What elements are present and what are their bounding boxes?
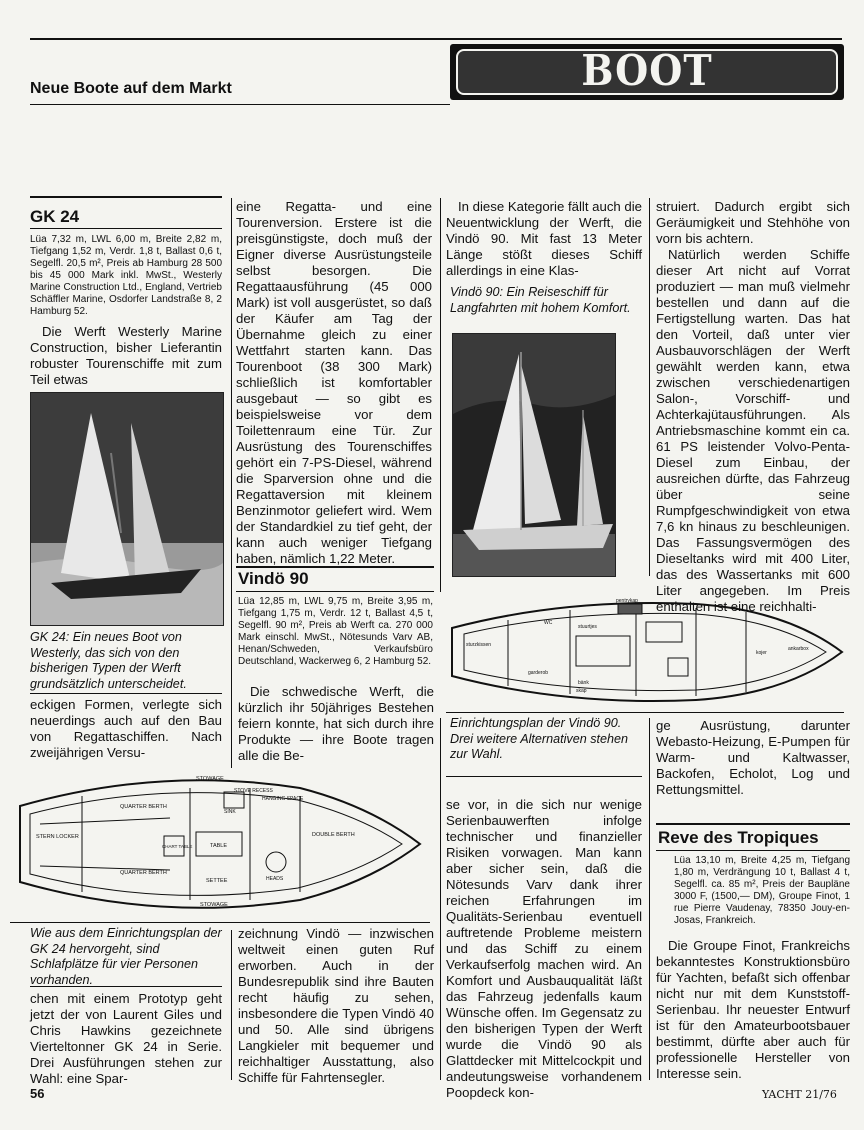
vindo-photo-caption: Vindö 90: Ein Reiseschiff für Langfahrten mit hohem Komfort.: [450, 285, 631, 315]
top-rule: [30, 38, 842, 40]
vindo-title: Vindö 90: [238, 569, 309, 588]
col-rule: [649, 718, 650, 1080]
gk24-layout-plan: [10, 766, 430, 922]
plan-label: stuurtjes: [578, 624, 597, 630]
gk24-paragraph: chen mit einem Prototyp geht jetzt der von Laurent Giles und Chris Hawkins gezeichnete Vierteltonner GK 24 in Serie. Drei Ausführungen stehen zur Wahl: eine Spar-: [30, 991, 222, 1086]
caption-rule: [30, 693, 222, 694]
plan-rule: [446, 712, 844, 713]
gk24-photo: [30, 392, 224, 626]
plan-label: QUARTER BERTH: [120, 804, 167, 810]
plan-label: DOUBLE BERTH: [312, 832, 355, 838]
page-number: 56: [30, 1086, 45, 1101]
plan-label: STOWAGE: [200, 902, 228, 908]
plan-label: skap: [576, 688, 587, 694]
vindo-paragraph: zeichnung Vindö — inzwischen weltweit einen guten Ruf erworben. Auch in der Bundesrepublik sind ihre Bauten recht häufig zu sehen, insbesondere die Typen Vindö 40 und 50. Alle sind übrigens Langkieler mit bequemer und reichhaltiger Ausstattung, also Schiffe für Fahrtensegler.: [238, 926, 434, 1085]
plan-label: kojer: [756, 650, 767, 656]
section-kicker: Neue Boote auf dem Markt: [30, 80, 232, 97]
vindo-paragraph: struiert. Dadurch ergibt sich Geräumigkeit und Stehhöhe von vorn bis achtern.: [656, 199, 850, 246]
plan-label: sturzkissen: [466, 642, 492, 648]
heading-rule: [656, 850, 850, 851]
magazine-issue: YACHT 21/76: [762, 1088, 837, 1101]
col-rule: [649, 198, 650, 576]
plan-label: STERN LOCKER: [36, 834, 79, 840]
col-rule: [440, 198, 441, 592]
col-rule: [231, 198, 232, 768]
col-rule: [231, 930, 232, 1080]
gk24-photo-caption: GK 24: Ein neues Boot von Westerly, das sich von den bisherigen Typen der Werft grundsätzlich unterscheidet.: [30, 630, 187, 691]
plan-label: HANGING SPACE: [262, 796, 304, 802]
gk24-paragraph: eine Regatta- und eine Tourenversion. Erstere ist die preisgünstigste, doch muß der Eigner diverse Ausrüstungsteile selbst besorgen. Die Regattaausführung (45 000 Mark) ist voll ausgerüstet, so daß der Käufer am Tag der Übernahme gleich zu einer Wettfahrt starten kann. Das Tourenboot (38 300 Mark) schließlich ist komfortabler ausgebaut — so gibt es beispielsweise vor dem Toilettenraum eine Tür. Zur Ausrüstung des Tourenschiffes gehört ein 7-PS-Diesel, während die Sparversion ohne und die Regattaversion mit kleinem Benzinmotor geliefert wird. Wem der Standardkiel zu tief geht, der kann auch weniger Tiefgang haben, nämlich 1,22 Meter.: [236, 199, 432, 566]
vindo-photo: [452, 333, 616, 577]
gk24-spec: Lüa 7,32 m, LWL 6,00 m, Breite 2,82 m, Tiefgang 1,52 m, Verdr. 1,8 t, Ballast 0,6 t, Segelfl. 20,5 m², Preis ab Hamburg 28 500 bis 45 000 Mark inkl. MwSt., Westerly Marine Construction Ltd., England, Vertrieb Schäffler Marine, Osdorfer Landstraße 8, 2 Hamburg 52.: [30, 234, 222, 317]
plan-label: QUARTER BERTH: [120, 870, 167, 876]
gk24-title: GK 24: [30, 207, 80, 226]
heading-rule: [656, 823, 850, 825]
caption-rule: [446, 776, 642, 777]
plan-label: SINK: [224, 809, 236, 815]
vindo-spec: Lüa 12,85 m, LWL 9,75 m, Breite 3,95 m, Tiefgang 1,75 m, Verdr. 12 t, Ballast 4,5 t, Segelfl. 90 m², Preis ab Werft ca. 270 000 Mark einschl. MwSt., Nötesunds Varv AB, Henan/Schweden, Verkaufsbüro Deutschland, Wackerweg 6, 2 Hamburg 52.: [238, 596, 433, 667]
caption-rule: [30, 986, 222, 987]
plan-rule: [10, 922, 430, 923]
plan-label: garderob: [528, 670, 549, 676]
reve-paragraph: Die Groupe Finot, Frankreichs bekanntestes Konstruktionsbüro für Yachten, befaßt sich offenbar nicht nur mit dem Kunststoff-Serienbau. Ihr neuester Entwurf ist für den Amateurbootsbauer bestimmt, dürfte aber auch für professionelle Hersteller von Interesse sein.: [656, 938, 850, 1081]
plan-label: TABLE: [210, 843, 228, 849]
plan-label: STOVE RECESS: [234, 788, 273, 794]
vindo-paragraph: se vor, in die sich nur wenige Serienbauwerften infolge technischer und finanzieller Risiken vorwagen. Man kann aber sicher sein, daß die Nötesunds Varv dank ihrer reichen Erfahrungen im Qualitäts-Serienbau eventuell auftretende Probleme meistern und das Schiff zu einem Verkaufserfolg machen wird. An Komfort und Ausbauqualität läßt das Fahrzeug jedenfalls kaum Wünsche offen. Im Gegensatz zu den bisherigen Typen der Werft wurde die Vindö 90 als Glattdecker mit Mittelcockpit und andeutungsweise vorhandenem Poopdeck kon-: [446, 797, 642, 1100]
vindo-plan-caption: Einrichtungsplan der Vindö 90. Drei weitere Alternativen stehen zur Wahl.: [450, 716, 629, 761]
logo-text: BOOT GESICHTET: [513, 45, 781, 145]
plan-label: HEADS: [266, 876, 284, 882]
reve-spec: Lüa 13,10 m, Breite 4,25 m, Tiefgang 1,80 m, Verdrängung 10 t, Ballast 4 t, Segelfl. ca. 85 m², Preis der Baupläne 3000 F, (1500,— DM), Groupe Finot, 1 rue Pierre Vaudenay, 78350 Jouy-en-Josas, Frankreich.: [674, 855, 850, 926]
logo-banner: [450, 44, 844, 145]
heading-rule: [236, 591, 434, 592]
vindo-paragraph: Natürlich werden Schiffe dieser Art nicht auf Vorrat produziert — man muß vielmehr bestellen und dann auf die Fertigstellung warten. Das hat den Vorteil, daß unter vier Ausbauvorschlägen der Werft gewählt werden kann, etwa zwischen verschiedenartigen Salon-, Vorschiff- und Achterkajütausführungen. Als Antriebsmaschine kommt ein ca. 61 PS leistender Volvo-Penta-Diesel zum Einbau, der ausreichen dürfte, das Fahrzeug über seine Rumpfgeschwindigkeit von etwa 7,6 kn hinaus zu beschleunigen. Das Fassungsvermögen des Dieseltanks wird mit 400 Liter, das des Wassertanks mit 600 Liter angegeben. Im Preis enthalten ist eine reichhalti-: [656, 247, 850, 614]
plan-label: pentrykap: [616, 598, 638, 604]
col-rule: [440, 718, 441, 1080]
plan-label: ankarbox: [788, 646, 809, 652]
heading-rule: [30, 196, 222, 198]
kicker-rule: [30, 104, 450, 105]
gk24-plan-caption: Wie aus dem Einrichtungsplan der GK 24 hervorgeht, sind Schlafplätze für vier Personen vorhanden.: [30, 926, 222, 987]
heading-rule: [30, 228, 222, 229]
plan-label: CHART TABLE: [162, 844, 193, 849]
vindo-paragraph: ge Ausrüstung, darunter Webasto-Heizung, E-Pumpen für Warm- und Kaltwasser, Backofen, Echolot, Log und Rettungsmittel.: [656, 718, 850, 797]
gk24-paragraph: eckigen Formen, verlegte sich neuerdings auch auf den Bau von Regattaschiffen. Nach zweijährigen Versu-: [30, 697, 222, 760]
vindo-paragraph: In diese Kategorie fällt auch die Neuentwicklung der Werft, die Vindö 90. Mit fast 13 Meter Länge stößt dieses Schiff allerdings in eine Klas-: [446, 199, 643, 278]
plan-label: STOWAGE: [196, 776, 224, 782]
vindo-paragraph: Die schwedische Werft, die kürzlich ihr 50jähriges Bestehen feiern konnte, hat sich durch ihre Produkte — ihre Boote tragen alle die Be-: [238, 684, 434, 763]
plan-label: SETTEE: [206, 878, 228, 884]
heading-rule: [236, 566, 434, 568]
reve-title: Reve des Tropiques: [658, 828, 819, 847]
plan-label: bänk: [578, 680, 589, 686]
plan-label: WC: [544, 620, 553, 626]
gk24-paragraph: Die Werft Westerly Marine Construction, bisher Lieferantin robuster Tourenschiffe mit zum Teil etwas: [30, 324, 222, 387]
